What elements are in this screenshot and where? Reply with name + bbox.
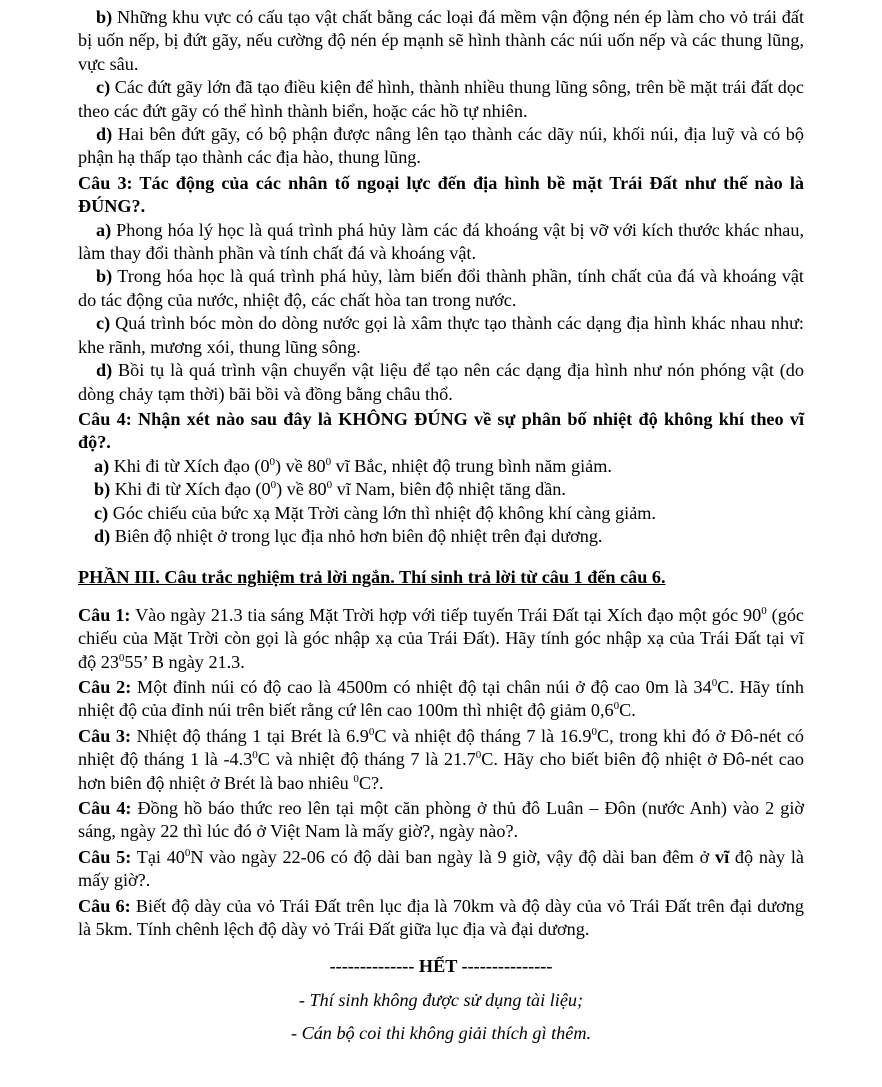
degree-sup: 0 (613, 700, 620, 713)
item-text: Khi đi từ Xích đạo (0 (109, 455, 270, 476)
question-text: Vào ngày 21.3 tia sáng Mặt Trời hợp với tiếp tuyến Trái Đất tại Xích đạo một góc 90 (130, 604, 762, 625)
degree-sup: 0 (252, 749, 258, 762)
question-text: C. Hãy tính nhiệt độ của đỉnh núi trên biết rằng cứ lên cao 100m thì nhiệt độ giảm 0,6 (78, 676, 804, 721)
question-text: Đồng hồ báo thức reo lên tại một căn phòng ở thủ đô Luân – Đôn (nước Anh) vào 2 giờ sáng, ngày 22 thì lúc đó ở Việt Nam là mấy giờ?, ngày nào?. (78, 798, 804, 842)
part3-question-1 (78, 604, 804, 674)
q3-item-d (78, 359, 804, 406)
footer-note-2: - Cán bộ coi thi không giải thích gì thêm. (290, 1023, 592, 1044)
question-text: độ này là mấy giờ?. (78, 846, 804, 891)
degree-sup: 0 (711, 676, 718, 689)
item-label: d) (96, 360, 113, 381)
item-label: a) (94, 455, 110, 476)
question-label: Câu 1: (78, 604, 131, 625)
q4-item-b (78, 478, 804, 501)
degree-sup: 0 (761, 604, 767, 617)
question-text: Tại 40 (131, 846, 185, 867)
degree-sup: 0 (118, 651, 125, 664)
item-text: ) về 80 (276, 479, 327, 500)
question-text: C?. (358, 772, 384, 793)
item-text: Hai bên đứt gãy, có bộ phận được nâng lên tạo thành các dãy núi, khối núi, địa luỹ và có bộ phận hạ thấp tạo thành các địa hào, thung lũng. (78, 124, 804, 168)
q4-item-c (78, 502, 804, 525)
item-label: d) (96, 124, 113, 145)
degree-sup: 0 (591, 725, 597, 738)
question-text: C và nhiệt độ tháng 7 là 21.7 (257, 749, 476, 770)
item-text: vĩ Nam, biên độ nhiệt tăng dần. (332, 479, 566, 500)
item-label: c) (96, 313, 111, 334)
item-text: ) về 80 (275, 455, 326, 476)
q2-item-b (78, 6, 804, 76)
item-text: vĩ Bắc, nhiệt độ trung bình năm giảm. (331, 455, 612, 476)
question-label: Câu 6: (78, 895, 131, 916)
item-text: Khi đi từ Xích đạo (0 (110, 479, 271, 500)
question-text: Một đỉnh núi có độ cao là 4500m có nhiệt độ tại chân núi ở độ cao 0m là 34 (131, 676, 712, 697)
part3-question-4 (78, 797, 804, 844)
item-text: Bồi tụ là quá trình vận chuyển vật liệu để tạo nên các dạng địa hình như nón phóng vật (do dòng chảy tạm thời) bãi bồi và đồng bằng châu thổ. (78, 360, 804, 404)
question-text: N vào ngày 22-06 có độ dài ban ngày là 9 giờ, vậy độ dài ban đêm ở (190, 846, 715, 867)
q4-item-d (78, 525, 804, 548)
end-marker: -------------- HẾT --------------- (329, 956, 553, 977)
part3-question-5 (78, 846, 804, 893)
item-text: Biên độ nhiệt ở trong lục địa nhỏ hơn biên độ nhiệt trên đại dương. (110, 525, 603, 546)
degree-sup: 0 (325, 455, 332, 468)
item-label: a) (96, 219, 112, 240)
question-label: Câu 5: (78, 846, 132, 867)
part3-question-2 (78, 676, 804, 723)
question-text: Nhiệt độ tháng 1 tại Brét là 6.9 (131, 725, 369, 746)
item-label: b) (96, 7, 113, 27)
q4-item-a (78, 455, 804, 478)
question-text: Biết độ dày của vỏ Trái Đất trên lục địa là 70km và độ dày của vỏ Trái Đất trên đại dương là 5km. Tính chênh lệch độ dày vỏ Trái Đất giữa lục địa và đại dương. (78, 895, 804, 940)
bold-word: vĩ (714, 846, 730, 867)
item-text: Phong hóa lý học là quá trình phá hủy làm các đá khoáng vật bị vỡ với kích thước khác nhau, làm thay đổi thành phần và tính chất đá và khoáng vật. (78, 219, 804, 264)
q3-item-a (78, 219, 804, 266)
question-text: C, trong khi đó ở Đô-nét có nhiệt độ tháng 1 là -4.3 (78, 725, 804, 770)
footer-note-1: - Thí sinh không được sử dụng tài liệu; (298, 989, 584, 1010)
item-label: c) (96, 77, 111, 98)
question-text: 55’ B ngày 21.3. (124, 651, 245, 672)
question-text: (góc chiếu của Mặt Trời còn gọi là góc nhập xạ của Trái Đất). Hãy tính góc nhập xạ của Trái Đất tại vĩ độ 23 (78, 604, 804, 672)
q3-item-c (78, 312, 804, 359)
degree-sup: 0 (326, 479, 333, 492)
question-label: Câu 2: (78, 676, 132, 697)
item-label: c) (94, 502, 109, 523)
degree-sup: 0 (184, 846, 191, 859)
q3-item-b (78, 265, 804, 312)
q2-item-d (78, 123, 804, 170)
question-label: Câu 4: (78, 798, 132, 818)
item-text: Những khu vực có cấu tạo vật chất bằng các loại đá mềm vận động nén ép làm cho vỏ trái đất bị uốn nếp, bị đứt gãy, nếu cường độ nén ép mạnh sẽ hình thành các núi uốn nếp và các thung lũng, vực sâu. (78, 7, 804, 74)
q2-item-c (78, 76, 804, 123)
question-text: C và nhiệt độ tháng 7 là 16.9 (374, 725, 592, 746)
item-text: Các đứt gãy lớn đã tạo điều kiện để hình, thành nhiều thung lũng sông, trên bề mặt trái đất dọc theo các đứt gãy có thể hình thành biển, hoặc các hồ tự nhiên. (78, 77, 804, 121)
item-label: b) (96, 266, 113, 287)
question-4-title: Câu 4: Nhận xét nào sau đây là KHÔNG ĐÚNG về sự phân bố nhiệt độ không khí theo vĩ độ?. (78, 408, 804, 453)
part-3-heading: PHẦN III. Câu trắc nghiệm trả lời ngắn. Thí sinh trả lời từ câu 1 đến câu 6. (78, 567, 666, 588)
question-3-title: Câu 3: Tác động của các nhân tố ngoại lực đến địa hình bề mặt Trái Đất như thế nào là ĐÚNG?. (78, 172, 804, 217)
degree-sup: 0 (270, 479, 277, 492)
degree-sup: 0 (475, 749, 482, 762)
question-text: C. Hãy cho biết biên độ nhiệt ở Đô-nét cao hơn biên độ nhiệt ở Brét là bao nhiêu (78, 749, 804, 793)
degree-sup: 0 (269, 455, 276, 468)
question-text: C. (619, 700, 636, 721)
part3-question-6 (78, 895, 804, 942)
item-label: b) (94, 479, 111, 500)
question-label: Câu 3: (78, 725, 132, 746)
item-text: Quá trình bóc mòn do dòng nước gọi là xâm thực tạo thành các dạng địa hình khác nhau như: khe rãnh, mương xói, thung lũng sông. (78, 313, 804, 357)
item-text: Trong hóa học là quá trình phá hủy, làm biến đổi thành phần, tính chất của đá và khoáng vật do tác động của nước, nhiệt độ, các chất hòa tan trong nước. (78, 266, 804, 310)
item-text: Góc chiếu của bức xạ Mặt Trời càng lớn thì nhiệt độ không khí càng giảm. (108, 502, 656, 523)
item-label: d) (94, 525, 111, 546)
degree-sup: 0 (368, 725, 375, 738)
degree-sup: 0 (353, 772, 359, 785)
part3-question-3 (78, 725, 804, 795)
